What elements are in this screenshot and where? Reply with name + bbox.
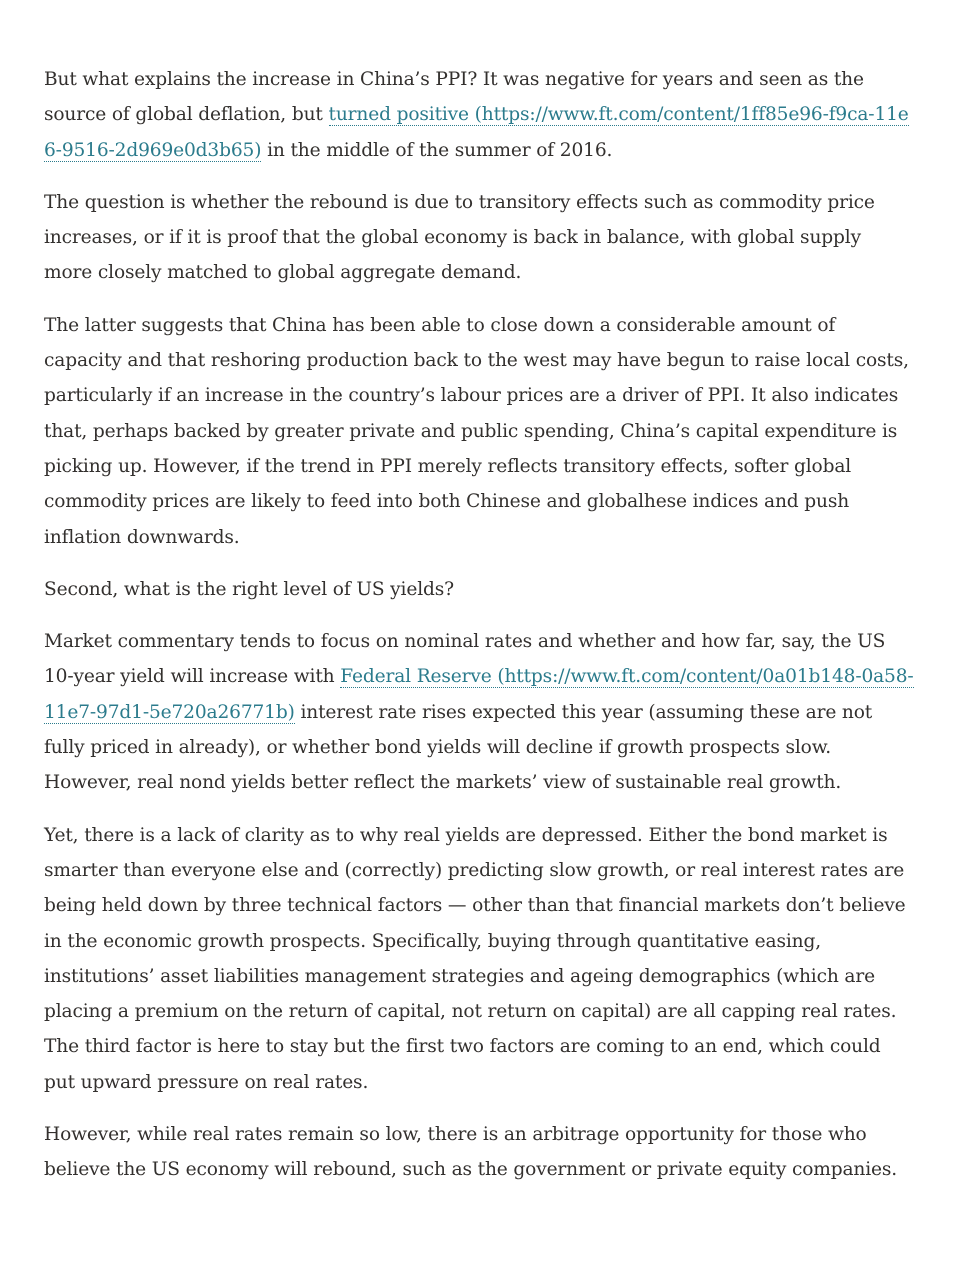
- paragraph-text: But what explains the increase in China’s PPI? It was negative for years and seen as the source of global deflation, but: [44, 69, 864, 126]
- paragraph-china-capacity: The latter suggests that China has been able to close down a considerable amount of capacity and that reshoring production back to the west may have begun to raise local costs, particularly if an increase in the country’s labour prices are a driver of PPI. It also indicates that, perhaps backed by greater private and public spending, China’s capital expenditure is picking up. However, if the trend in PPI merely reflects transitory effects, softer global commodity prices are likely to feed into both Chinese and globalhese indices and push inflation downwards.: [44, 314, 909, 548]
- turned-positive-link[interactable]: turned positive (https://www.ft.com/content/1ff85e96-f9ca-11e6-9516-2d969e0d3b65): [44, 104, 909, 161]
- paragraph-rebound-question: The question is whether the rebound is due to transitory effects such as commodity price increases, or if it is proof that the global economy is back in balance, with global supply more closely matched to global aggregate demand.: [44, 191, 875, 284]
- paragraph-arbitrage: However, while real rates remain so low, there is an arbitrage opportunity for those who believe the US economy will rebound, such as the government or private equity companies.: [44, 1124, 898, 1181]
- paragraph-us-yields-question: Second, what is the right level of US yields?: [44, 578, 454, 600]
- paragraph-china-ppi: [44, 62, 914, 168]
- paragraph-text: Market commentary tends to focus on nominal rates and whether and how far, say, the US 10-year yield will increase with: [44, 631, 886, 688]
- paragraph-market-commentary: [44, 624, 914, 800]
- federal-reserve-link[interactable]: Federal Reserve (https://www.ft.com/content/0a01b148-0a58-11e7-97d1-5e720a26771b): [44, 666, 914, 723]
- article-body: [44, 62, 914, 1205]
- paragraph-text: in the middle of the summer of 2016.: [261, 139, 613, 161]
- paragraph-real-yields: Yet, there is a lack of clarity as to why real yields are depressed. Either the bond market is smarter than everyone else and (correctly) predicting slow growth, or real interest rates are being held down by three technical factors — other than that financial markets don’t believe in the economic growth prospects. Specifically, buying through quantitative easing, institutions’ asset liabilities management strategies and ageing demographics (which are placing a premium on the return of capital, not return on capital) are all capping real rates. The third factor is here to stay but the first two factors are coming to an end, which could put upward pressure on real rates.: [44, 824, 906, 1093]
- paragraph-text: interest rate rises expected this year (assuming these are not fully priced in already), or whether bond yields will decline if growth prospects slow. However, real nond yields better reflect the markets’ view of sustainable real growth.: [44, 701, 873, 794]
